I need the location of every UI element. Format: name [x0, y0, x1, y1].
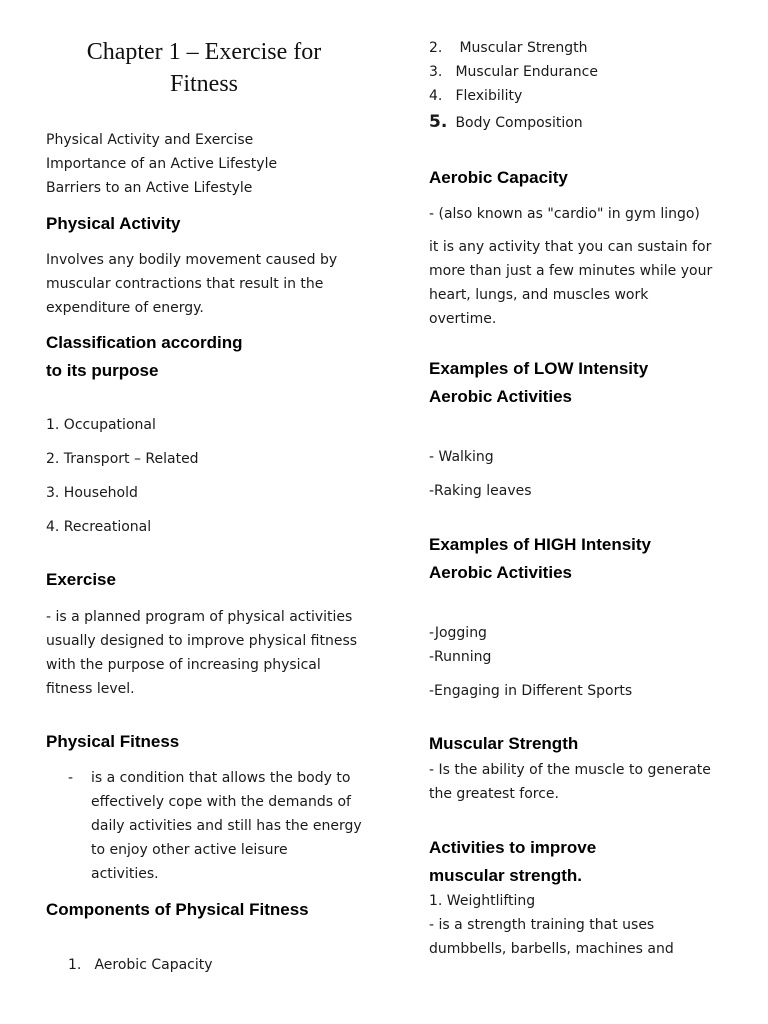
- paragraph-line: with the purpose of increasing physical: [46, 657, 321, 673]
- physical-activity-definition: [46, 248, 337, 320]
- paragraph-line: muscular contractions that result in the: [46, 276, 324, 292]
- paragraph-line: - is a strength training that uses: [429, 917, 655, 933]
- component-item: [429, 60, 598, 84]
- heading-line: Classification according: [46, 333, 243, 352]
- paragraph-line: 1. Weightlifting: [429, 893, 536, 909]
- chapter-title-line-1: Chapter 1 – Exercise for: [86, 39, 322, 65]
- paragraph-line: fitness level.: [46, 681, 135, 697]
- heading-line: Aerobic Activities: [429, 563, 572, 582]
- activities-list: [429, 889, 674, 961]
- list-number: 1.: [68, 957, 82, 973]
- chapter-title: [46, 36, 362, 100]
- high-intensity-item: -Engaging in Different Sports: [429, 683, 633, 699]
- list-text: Flexibility: [455, 88, 523, 104]
- list-text: Aerobic Capacity: [94, 957, 213, 973]
- high-intensity-heading: [429, 531, 651, 587]
- classification-item: 2. Transport – Related: [46, 451, 199, 467]
- chapter-title-line-2: Fitness: [169, 71, 238, 97]
- low-intensity-item: -Raking leaves: [429, 483, 532, 499]
- paragraph-line: it is any activity that you can sustain for: [429, 239, 712, 255]
- high-intensity-item: -Running: [429, 649, 492, 665]
- classification-item: 1. Occupational: [46, 417, 156, 433]
- aerobic-capacity-heading: Aerobic Capacity: [429, 168, 568, 187]
- component-item: [429, 36, 588, 60]
- paragraph-line: daily activities and still has the energy: [91, 818, 362, 834]
- topic-item: Importance of an Active Lifestyle: [46, 156, 278, 172]
- paragraph-line: usually designed to improve physical fitness: [46, 633, 358, 649]
- physical-activity-heading: Physical Activity: [46, 214, 181, 233]
- activities-heading: [429, 834, 596, 890]
- paragraph-line: to enjoy other active leisure: [91, 842, 288, 858]
- classification-heading: [46, 329, 243, 385]
- components-heading: Components of Physical Fitness: [46, 900, 309, 919]
- paragraph-line: dumbbells, barbells, machines and: [429, 941, 674, 957]
- high-intensity-item: -Jogging: [429, 625, 487, 641]
- paragraph-line: - is a planned program of physical activities: [46, 609, 353, 625]
- paragraph-line: effectively cope with the demands of: [91, 794, 351, 810]
- list-number: 5.: [429, 112, 448, 132]
- component-item: [429, 84, 522, 108]
- paragraph-line: overtime.: [429, 311, 497, 327]
- paragraph-line: Involves any bodily movement caused by: [46, 252, 338, 268]
- heading-line: Examples of HIGH Intensity: [429, 535, 651, 554]
- topic-item: Barriers to an Active Lifestyle: [46, 180, 253, 196]
- aerobic-capacity-note: - (also known as "cardio" in gym lingo): [429, 206, 700, 222]
- list-text: Body Composition: [455, 115, 583, 131]
- paragraph-line: activities.: [91, 866, 159, 882]
- muscular-strength-heading: Muscular Strength: [429, 734, 579, 753]
- component-item: [429, 110, 583, 135]
- aerobic-capacity-definition: [429, 235, 712, 331]
- paragraph-line: more than just a few minutes while your: [429, 263, 713, 279]
- list-number: 4.: [429, 88, 443, 104]
- paragraph-line: expenditure of energy.: [46, 300, 204, 316]
- classification-item: 3. Household: [46, 485, 138, 501]
- component-item: [68, 953, 213, 977]
- list-number: 3.: [429, 64, 443, 80]
- heading-line: Examples of LOW Intensity: [429, 359, 649, 378]
- heading-line: to its purpose: [46, 361, 159, 380]
- topic-list: [46, 128, 277, 200]
- list-text: Muscular Endurance: [455, 64, 598, 80]
- exercise-heading: Exercise: [46, 570, 116, 589]
- physical-fitness-definition: [68, 766, 388, 890]
- paragraph-line: the greatest force.: [429, 786, 559, 802]
- physical-fitness-heading: Physical Fitness: [46, 732, 180, 751]
- topic-item: Physical Activity and Exercise: [46, 132, 254, 148]
- heading-line: muscular strength.: [429, 866, 583, 885]
- bullet-dash: -: [68, 770, 74, 786]
- classification-item: 4. Recreational: [46, 519, 152, 535]
- low-intensity-heading: [429, 355, 648, 411]
- low-intensity-item: - Walking: [429, 449, 494, 465]
- heading-line: Aerobic Activities: [429, 387, 572, 406]
- list-number: 2.: [429, 40, 443, 56]
- high-intensity-list: [429, 621, 491, 669]
- paragraph-line: heart, lungs, and muscles work: [429, 287, 649, 303]
- heading-line: Activities to improve: [429, 838, 597, 857]
- paragraph-line: - Is the ability of the muscle to generate: [429, 762, 711, 778]
- paragraph-line: is a condition that allows the body to: [91, 770, 351, 786]
- list-text: Muscular Strength: [459, 40, 588, 56]
- muscular-strength-definition: [429, 758, 711, 806]
- exercise-definition: [46, 605, 357, 701]
